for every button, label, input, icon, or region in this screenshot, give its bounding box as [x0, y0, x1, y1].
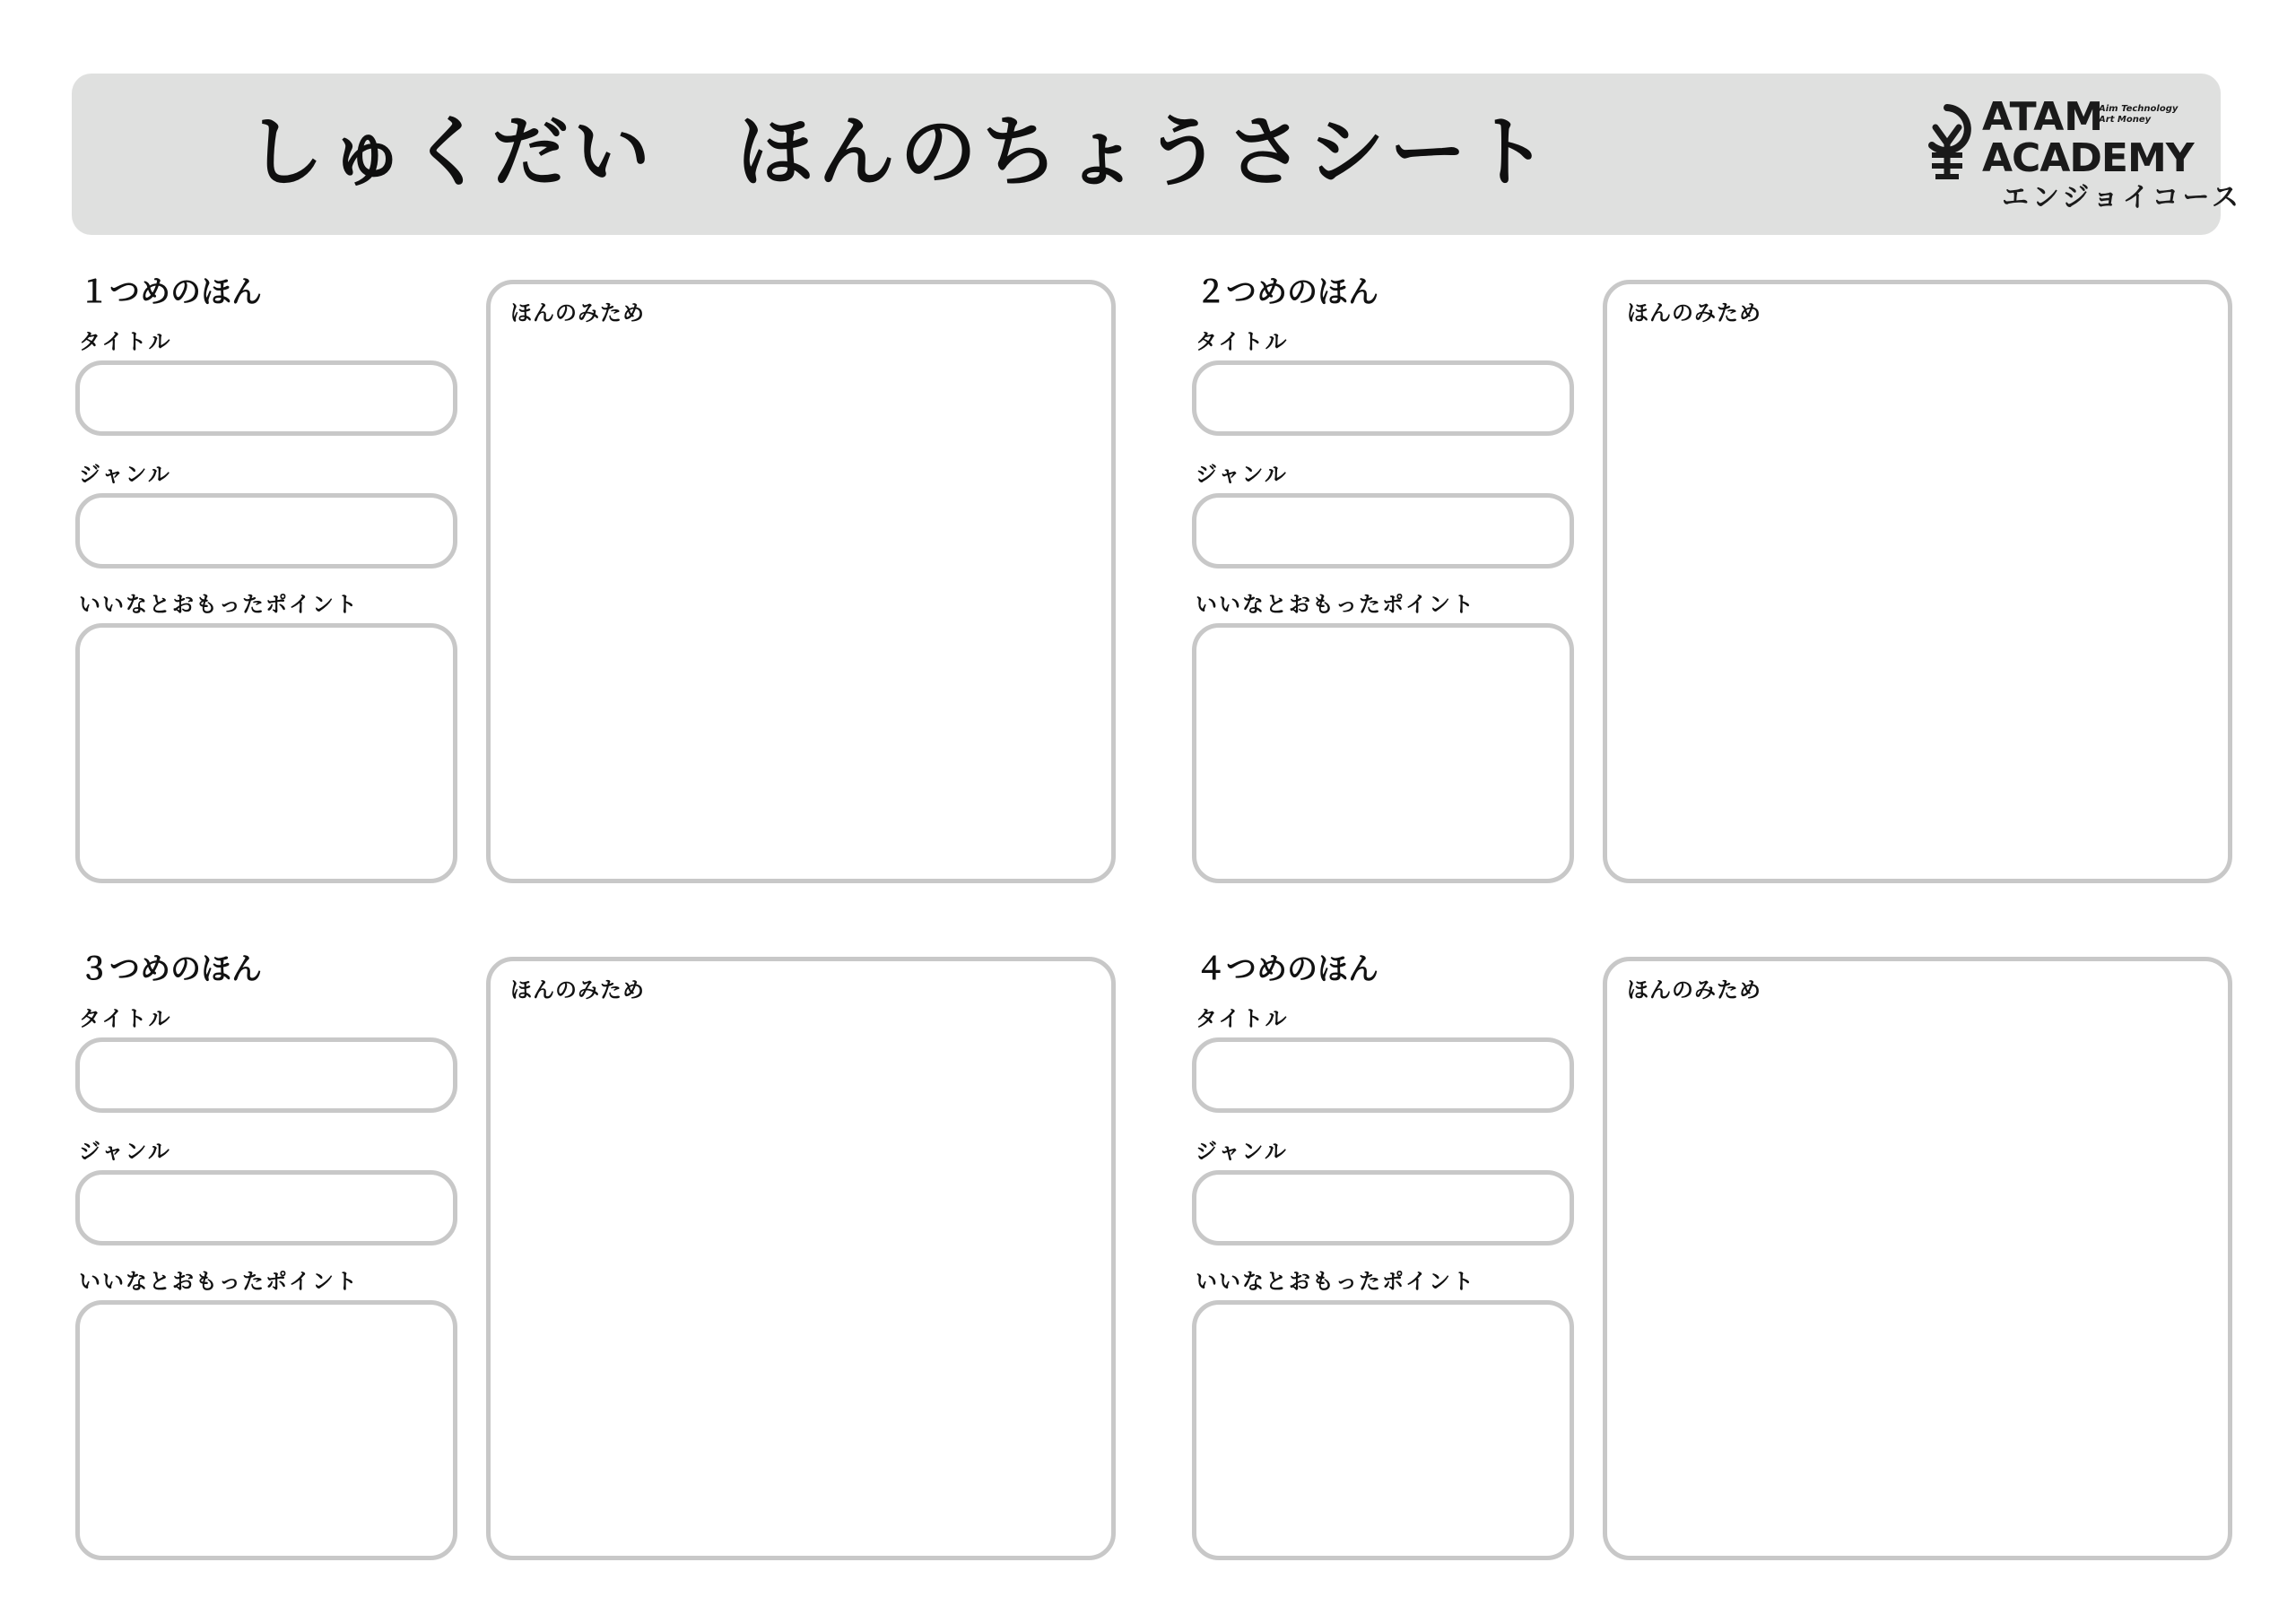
book-cover-label: ほんのみため [510, 300, 645, 325]
book-cover-label: ほんのみため [1627, 300, 1761, 325]
genre-label: ジャンル [1196, 462, 1288, 487]
good-point-field[interactable] [75, 623, 457, 883]
logo-atam: ATAM [1982, 94, 2104, 140]
logo-tagline-2: Art Money [2099, 115, 2152, 125]
logo-academy: ACADEMY [1982, 135, 2194, 181]
book-section-3 [72, 950, 1148, 1596]
title-label: タイトル [79, 329, 172, 354]
genre-field[interactable] [1192, 1170, 1574, 1245]
book-section-1 [72, 273, 1148, 919]
good-point-field[interactable] [1192, 1300, 1574, 1560]
book-cover-box[interactable] [486, 957, 1116, 1560]
book-cover-label: ほんのみため [510, 977, 645, 1002]
header-banner [72, 74, 2242, 235]
title-label: タイトル [1196, 329, 1289, 354]
title-field[interactable] [75, 360, 457, 436]
genre-label: ジャンル [79, 1139, 171, 1164]
logo-tagline-1: Aim Technology [2099, 104, 2179, 114]
book-cover-box[interactable] [1603, 957, 2232, 1560]
lightbulb-yen-icon [1919, 102, 1975, 188]
good-point-label: いいなとおもったポイント [79, 592, 359, 617]
good-point-label: いいなとおもったポイント [1196, 1269, 1475, 1294]
book-section-2 [1188, 273, 2265, 919]
good-point-field[interactable] [1192, 623, 1574, 883]
good-point-field[interactable] [75, 1300, 457, 1560]
good-point-label: いいなとおもったポイント [79, 1269, 359, 1294]
logo-course-name: エンジョイコース [2002, 182, 2242, 213]
book-cover-box[interactable] [486, 280, 1116, 883]
title-field[interactable] [1192, 1037, 1574, 1113]
logo-tagline [2099, 104, 2178, 126]
genre-label: ジャンル [79, 462, 171, 487]
book-heading: １つめのほん [79, 274, 262, 310]
genre-field[interactable] [1192, 493, 1574, 568]
atam-academy-logo [1919, 93, 2242, 219]
genre-field[interactable] [75, 493, 457, 568]
genre-field[interactable] [75, 1170, 457, 1245]
title-label: タイトル [1196, 1006, 1289, 1031]
title-field[interactable] [1192, 360, 1574, 436]
title-label: タイトル [79, 1006, 172, 1031]
book-heading: ２つめのほん [1196, 274, 1378, 310]
book-heading: ３つめのほん [79, 951, 262, 987]
title-field[interactable] [75, 1037, 457, 1113]
genre-label: ジャンル [1196, 1139, 1288, 1164]
book-cover-box[interactable] [1603, 280, 2232, 883]
good-point-label: いいなとおもったポイント [1196, 592, 1475, 617]
book-section-4 [1188, 950, 2265, 1596]
book-cover-label: ほんのみため [1627, 977, 1761, 1002]
page-title: しゅくだい ほんのちょうさシート [247, 108, 1552, 197]
book-heading: ４つめのほん [1196, 951, 1378, 987]
